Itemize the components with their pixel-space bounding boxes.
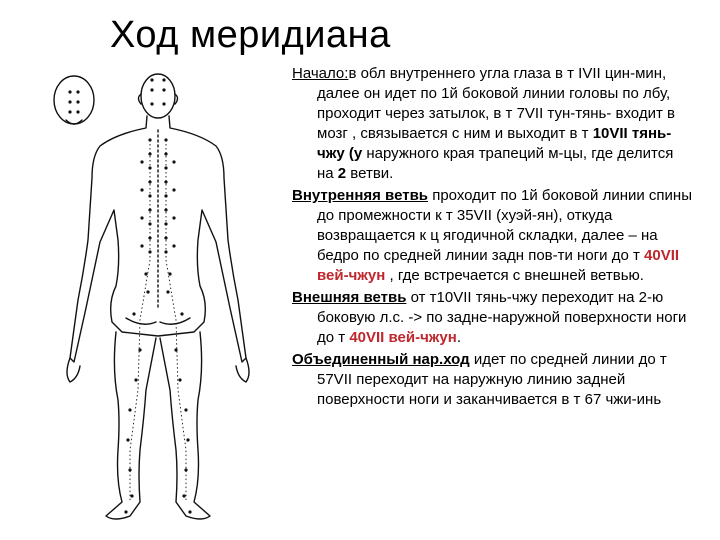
small-head-outline [54, 76, 94, 124]
p1-part2: , где встречается с внешней ветвью. [385, 267, 644, 284]
p0-part0: в обл внутреннего угла глаза в т IVII цин-мин, далее он идет по 1й боковой линии головы по лбу, проходит через затылок, в т 7VII тун-тянь- входит в мозг , связывается с ним и выходит в т [317, 65, 675, 142]
p2-part1: 40VII вей-чжун [349, 329, 457, 346]
p2-part2: . [456, 329, 462, 346]
left-leg [106, 332, 156, 519]
p3-part0: идет по средней линии до т 57VII переходит на наружную линию задней поверхности ноги и заканчивается в т 67 чжи-инь [317, 351, 667, 408]
lead-combined-course: Объединенный нар.ход [292, 351, 470, 368]
p0-part3: 2 [337, 165, 347, 182]
paragraph-inner-branch [292, 186, 692, 286]
body-figure-svg [30, 70, 290, 530]
head-outline [141, 74, 175, 118]
meridian-points [68, 78, 191, 513]
lead-inner-branch: Внутренняя ветвь [292, 187, 429, 204]
p1-part0: проходит по 1й боковой линии спины до промежности к т 35VII (хуэй-ян), откуда возвращается к ц ягодичной складки, далее – на бедро по средней линии задн пов-ти ноги до т [317, 187, 692, 264]
p1-part1: 40VII вей-чжун [317, 247, 680, 284]
right-leg [160, 332, 210, 519]
meridian-description [292, 64, 692, 412]
p0-part4: ветви. [346, 165, 394, 182]
p2-part0: от т10VII тянь-чжу переходит на 2-ю боковую л.с. -> по задне-наружной поверхности ноги до т [317, 289, 687, 346]
torso-outline [70, 116, 246, 362]
lead-outer-branch: Внешняя ветвь [292, 289, 407, 306]
p0-part2: наружного края трапеций м-цы, где делится на [317, 145, 674, 182]
slide-title: Ход меридиана [110, 14, 391, 56]
paragraph-outer-branch [292, 288, 692, 348]
paragraph-combined-course [292, 350, 692, 410]
p0-part1: 10VII тянь-чжу (у [317, 125, 672, 162]
meridian-body-illustration [30, 70, 290, 530]
lead-start: Начало: [292, 65, 349, 82]
gluteal-fold [126, 318, 190, 324]
paragraph-start [292, 64, 692, 184]
